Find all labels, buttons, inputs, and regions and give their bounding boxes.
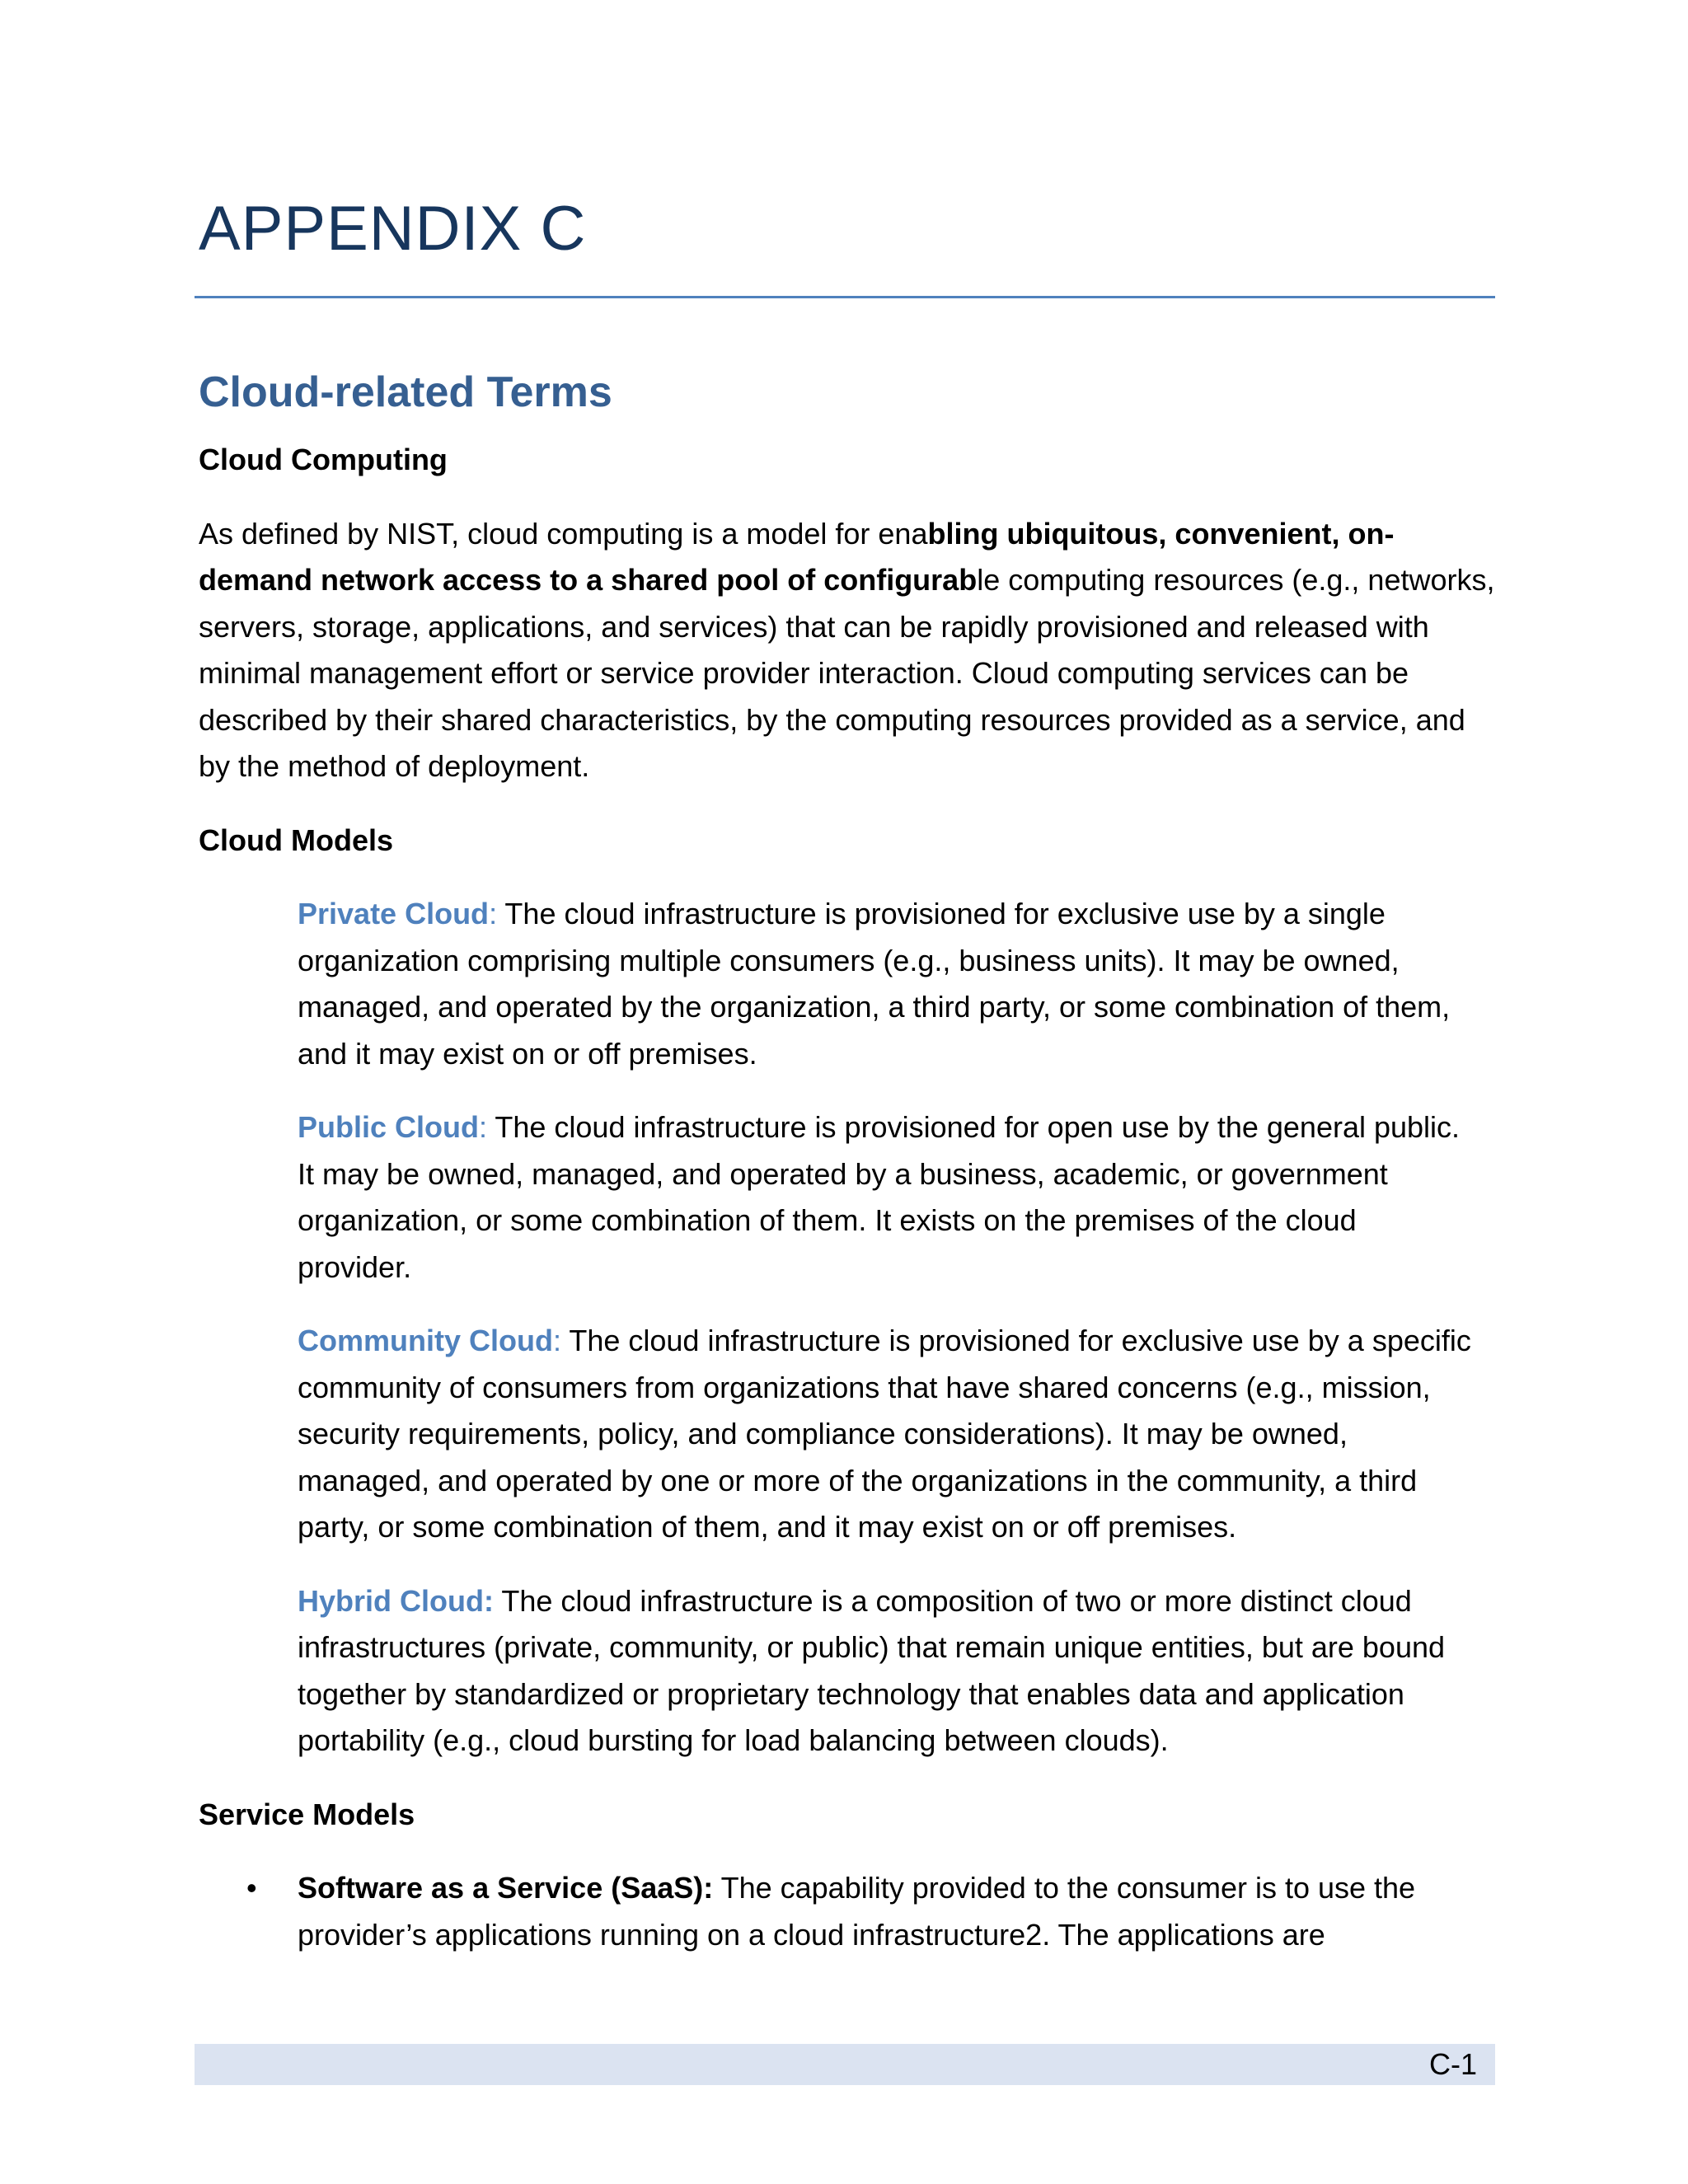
title-divider — [195, 296, 1495, 298]
cloud-models-heading: Cloud Models — [199, 823, 393, 857]
saas-definition — [298, 1865, 1476, 1958]
bullet-icon: • — [246, 1871, 257, 1905]
hybrid-cloud-definition — [298, 1578, 1476, 1765]
public-cloud-text: The cloud infrastructure is provisioned for open use by the general public. It may be owned, managed, and operated by a business, academic, or government organization, or some combination of them. It exists on the premises of the cloud provider. — [298, 1110, 1461, 1284]
service-models-heading: Service Models — [199, 1797, 415, 1831]
cloud-computing-definition — [199, 511, 1501, 790]
private-cloud-definition — [298, 891, 1476, 1077]
term-separator: : — [479, 1110, 488, 1144]
private-cloud-text: The cloud infrastructure is provisioned for exclusive use by a single organization comprising multiple consumers (e.g., business units). It may be owned, managed, and operated by the organization, a third party, or some combination of them, and it may exist on or off premises. — [298, 897, 1451, 1071]
public-cloud-definition — [298, 1104, 1476, 1291]
page-footer — [195, 2044, 1495, 2085]
saas-list-item — [246, 1865, 1476, 1958]
content-body — [199, 437, 1501, 1958]
term-separator: : — [489, 897, 498, 930]
community-cloud-text: The cloud infrastructure is provisioned for exclusive use by a specific community of consumers from organizations that have shared concerns (e.g., mission, security requirements, policy, and compliance considerations). It may be owned, managed, and operated by one or more of the organizations in the community, a third party, or some combination of them, and it may exist on or off premises. — [298, 1324, 1471, 1544]
public-cloud-term: Public Cloud — [298, 1110, 479, 1144]
definition-bold: bling ubiquitous, convenient, on-demand network access to a shared pool of configurab — [199, 516, 1395, 597]
private-cloud-term: Private Cloud — [298, 897, 490, 930]
section-title: Cloud-related Terms — [199, 368, 612, 416]
appendix-title: APPENDIX C — [199, 194, 587, 264]
hybrid-cloud-term: Hybrid Cloud: — [298, 1583, 494, 1618]
saas-term: Software as a Service (SaaS): — [298, 1871, 714, 1905]
hybrid-cloud-text: The cloud infrastructure is a composition of two or more distinct cloud infrastructures (private, community, or public) that remain unique entities, but are bound together by standardized or proprietary technology that enables data and application portability (e.g., cloud bursting for load balancing between clouds). — [298, 1583, 1446, 1757]
page-number: C-1 — [1428, 2047, 1477, 2081]
term-separator: : — [552, 1324, 561, 1357]
saas-text: The capability provided to the consumer is to use the provider’s applications running on a cloud infrastructure2. The applications are — [298, 1871, 1416, 1952]
cloud-computing-heading: Cloud Computing — [199, 443, 448, 476]
community-cloud-definition — [298, 1318, 1476, 1551]
definition-intro: As defined by NIST, cloud computing is a model for ena — [199, 516, 928, 551]
community-cloud-term: Community Cloud — [298, 1324, 553, 1357]
definition-rest: le computing resources (e.g., networks, servers, storage, applications, and services) that can be rapidly provisioned and released with minimal management effort or service provider interaction. Cloud computing services can be described by their shared characteristics, by the computing resources provided as a service, and by the method of deployment. — [199, 563, 1495, 783]
